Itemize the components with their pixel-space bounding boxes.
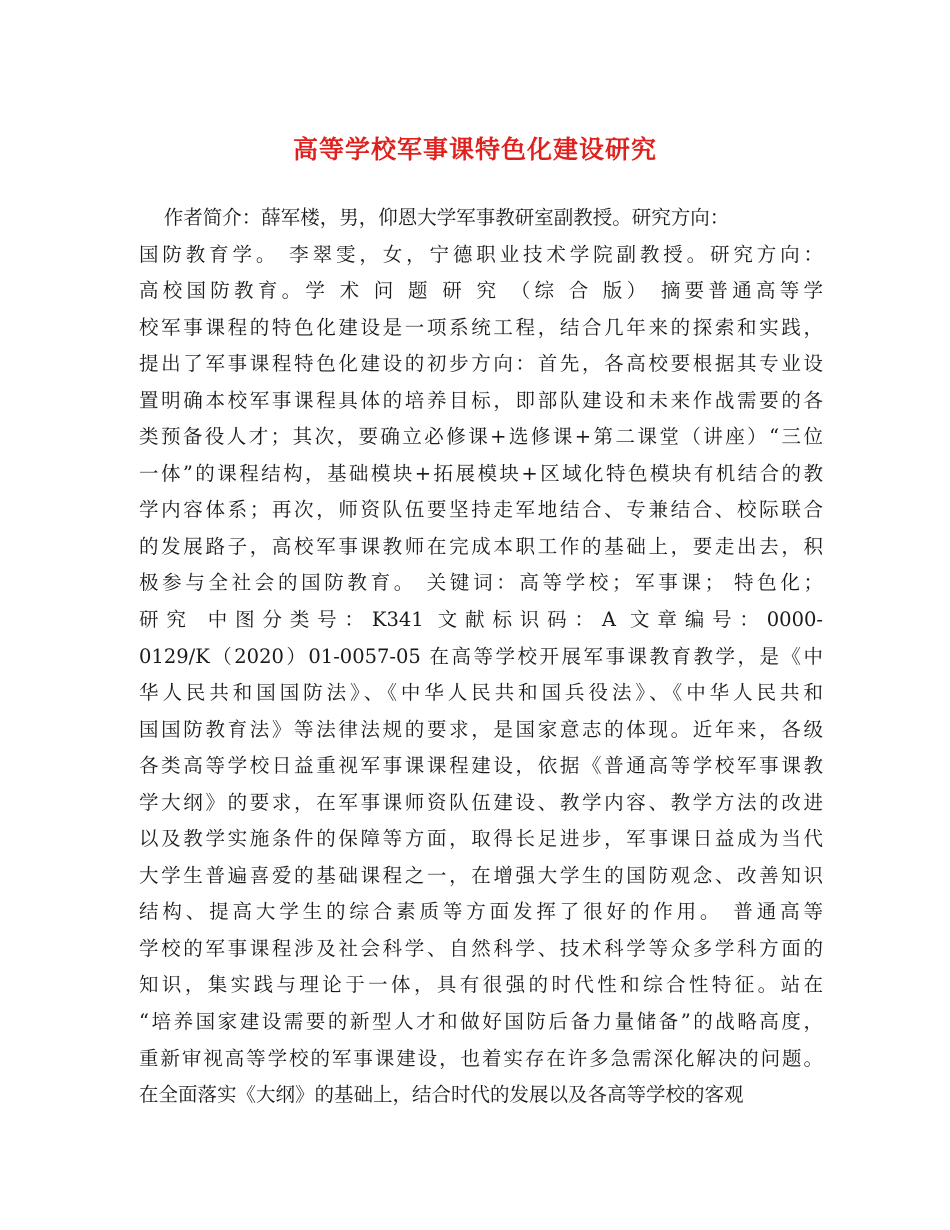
text-line: 高校国防教育。学 术 问 题 研 究 （综 合 版） 摘要普通高等学 [139,279,823,303]
text-line: 国国防教育法》等法律法规的要求，是国家意志的体现。近年来，各级 [139,717,823,741]
text-line: 重新审视高等学校的军事课建设，也着实存在许多急需深化解决的问题。 [139,1046,823,1070]
text-line: 学内容体系；再次，师资队伍要坚持走军地结合、专兼结合、校际联合 [139,498,823,522]
text-line: 校军事课程的特色化建设是一项系统工程，结合几年来的探索和实践， [139,315,823,339]
text-line: 国防教育学。 李翠雯，女，宁德职业技术学院副教授。研究方向： [139,242,823,266]
text-line: 0129/K（2020）01-0057-05 在高等学校开展军事课教育教学，是《中 [139,644,823,668]
text-line: 学校的军事课程涉及社会科学、自然科学、技术科学等众多学科方面的 [139,936,823,960]
text-line: 以及教学实施条件的保障等方面，取得长足进步，军事课日益成为当代 [139,827,823,851]
text-line: 一体”的课程结构，基础模块+拓展模块+区域化特色模块有机结合的教 [139,461,823,485]
text-line: 作者简介：薛军楼，男，仰恩大学军事教研室副教授。研究方向： [139,206,730,229]
text-line: 各类高等学校日益重视军事课课程建设，依据《普通高等学校军事课教 [139,754,823,778]
text-line: 研究 中图分类号：K341 文献标识码：A 文章编号：0000- [139,608,823,632]
article-body [139,200,823,1114]
text-line: “培养国家建设需要的新型人才和做好国防后备力量储备”的战略高度， [139,1010,823,1034]
text-line: 类预备役人才；其次，要确立必修课+选修课+第二课堂（讲座）“三位 [139,425,823,449]
page-title: 高等学校军事课特色化建设研究 [292,135,657,164]
text-line: 结构、提高大学生的综合素质等方面发挥了很好的作用。 普通高等 [139,900,823,924]
text-line: 提出了军事课程特色化建设的初步方向：首先，各高校要根据其专业设 [139,352,823,376]
text-line: 置明确本校军事课程具体的培养目标，即部队建设和未来作战需要的各 [139,388,823,412]
text-line: 极参与全社会的国防教育。 关键词：高等学校；军事课； 特色化； [139,571,823,595]
text-line: 在全面落实《大纲》的基础上，结合时代的发展以及各高等学校的客观 [139,1083,744,1107]
text-line: 华人民共和国国防法》、《中华人民共和国兵役法》、《中华人民共和 [139,681,823,705]
text-line: 知识，集实践与理论于一体，具有很强的时代性和综合性特征。站在 [139,973,823,997]
text-line: 学大纲》的要求，在军事课师资队伍建设、教学内容、教学方法的改进 [139,790,823,814]
text-line: 大学生普遍喜爱的基础课程之一，在增强大学生的国防观念、改善知识 [139,863,823,887]
text-line: 的发展路子，高校军事课教师在完成本职工作的基础上，要走出去，积 [139,534,823,558]
